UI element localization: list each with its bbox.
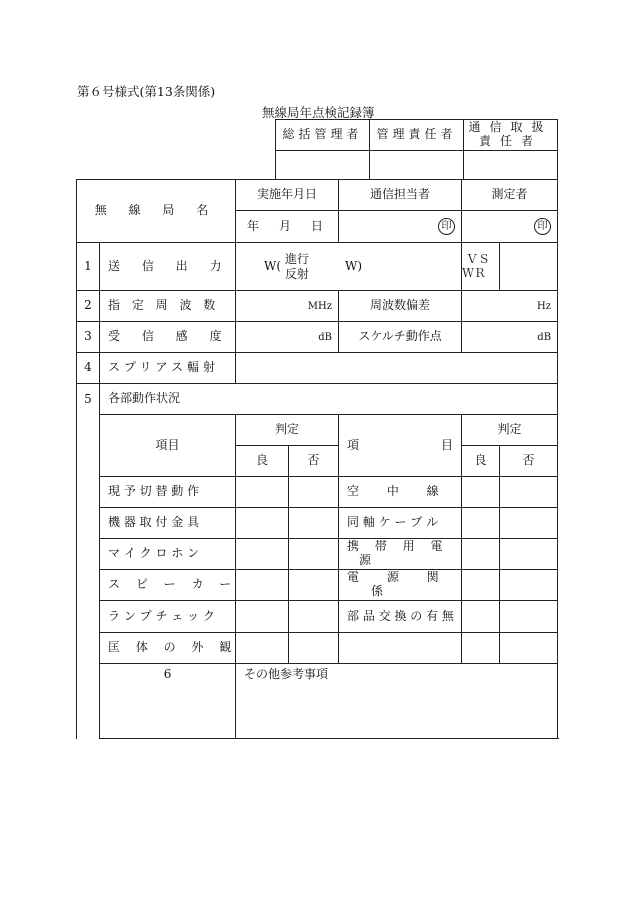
judge-bad-cell[interactable] <box>289 539 339 570</box>
row-number: 5 <box>77 384 100 739</box>
status-item: 匡 体 の 外 観 <box>100 633 236 664</box>
manager-table <box>275 119 558 180</box>
judge-good-cell[interactable] <box>236 508 289 539</box>
status-item: 現 予 切 替 動 作 <box>100 477 236 508</box>
item-header-left: 項目 <box>100 415 236 477</box>
row-number: 6 <box>100 664 236 739</box>
rx-sensitivity-value[interactable]: dB <box>236 322 339 353</box>
squelch-value[interactable]: dB <box>462 322 558 353</box>
judge-good-cell[interactable] <box>236 477 289 508</box>
judge-good-cell[interactable] <box>236 633 289 664</box>
judge-good-cell[interactable] <box>236 601 289 633</box>
judge-bad-cell[interactable] <box>289 508 339 539</box>
status-item: 電 源 関 係 <box>339 570 462 601</box>
status-item: 空 中 線 <box>339 477 462 508</box>
status-item: 同 軸 ケ ー ブ ル <box>339 508 462 539</box>
comm-label: 通信担当者 <box>339 180 462 211</box>
judge-bad-cell[interactable] <box>500 477 558 508</box>
good-header: 良 <box>462 446 500 477</box>
row-number: 3 <box>77 322 100 353</box>
row-number: 2 <box>77 291 100 322</box>
judge-good-cell[interactable] <box>462 633 500 664</box>
status-item: ス ピ ー カ ー <box>100 570 236 601</box>
judge-header-right: 判定 <box>462 415 558 446</box>
good-header: 良 <box>236 446 289 477</box>
bad-header: 否 <box>500 446 558 477</box>
header-manager: 管理責任者 <box>370 120 464 151</box>
row-number: 4 <box>77 353 100 384</box>
judge-good-cell[interactable] <box>462 508 500 539</box>
judge-bad-cell[interactable] <box>500 601 558 633</box>
status-item: 機 器 取 付 金 具 <box>100 508 236 539</box>
vswr-value[interactable] <box>500 243 558 291</box>
notes-area[interactable] <box>236 664 558 739</box>
judge-bad-cell[interactable] <box>500 570 558 601</box>
judge-good-cell[interactable] <box>462 601 500 633</box>
judge-bad-cell[interactable] <box>289 601 339 633</box>
judge-bad-cell[interactable] <box>500 633 558 664</box>
header-comm-responsible: 通信取扱 責任者 <box>464 120 558 151</box>
station-name-label: 無 線 局 名 <box>77 180 236 243</box>
bad-header: 否 <box>289 446 339 477</box>
judge-header-left: 判定 <box>236 415 339 446</box>
form-number: 第６号様式(第13条関係) <box>77 84 216 99</box>
judge-bad-cell[interactable] <box>289 633 339 664</box>
measure-seal-cell[interactable] <box>462 211 558 243</box>
freq-label: 指 定 周 波 数 <box>100 291 236 322</box>
status-item: 部 品 交 換 の 有 無 <box>339 601 462 633</box>
measure-label: 測定者 <box>462 180 558 211</box>
comm-responsible-seal-cell[interactable] <box>464 151 558 180</box>
spurious-value[interactable] <box>236 353 558 384</box>
date-label: 実施年月日 <box>236 180 339 211</box>
vswr-label: ＶＳＷＲ <box>462 243 500 291</box>
freq-deviation-label: 周波数偏差 <box>339 291 462 322</box>
status-item <box>339 633 462 664</box>
status-item: ラ ン プ チ ェ ッ ク <box>100 601 236 633</box>
seal-mark: 印 <box>438 218 455 235</box>
rx-sensitivity-label: 受 信 感 度 <box>100 322 236 353</box>
seal-mark: 印 <box>534 218 551 235</box>
judge-good-cell[interactable] <box>462 570 500 601</box>
judge-bad-cell[interactable] <box>500 508 558 539</box>
tx-power-label: 送 信 出 力 <box>100 243 236 291</box>
date-value[interactable]: 年 月 日 <box>236 211 339 243</box>
judge-good-cell[interactable] <box>462 477 500 508</box>
manager-seal-cell[interactable] <box>370 151 464 180</box>
spurious-label: スプリアス輻射 <box>100 353 236 384</box>
page-title: 無線局年点検記録簿 <box>262 105 375 120</box>
judge-good-cell[interactable] <box>236 570 289 601</box>
judge-bad-cell[interactable] <box>289 570 339 601</box>
tx-power-value[interactable]: W( 進行 反射 W) <box>236 243 462 291</box>
comm-seal-cell[interactable] <box>339 211 462 243</box>
squelch-label: スケルチ動作点 <box>339 322 462 353</box>
status-item: マ イ ク ロ ホ ン <box>100 539 236 570</box>
freq-value[interactable]: MHz <box>236 291 339 322</box>
judge-good-cell[interactable] <box>462 539 500 570</box>
item-header-right: 項 目 <box>339 415 462 477</box>
judge-bad-cell[interactable] <box>289 477 339 508</box>
status-label: 各部動作状況 <box>100 384 558 415</box>
row-number: 1 <box>77 243 100 291</box>
judge-good-cell[interactable] <box>236 539 289 570</box>
judge-bad-cell[interactable] <box>500 539 558 570</box>
record-table <box>76 179 558 739</box>
general-manager-seal-cell[interactable] <box>276 151 370 180</box>
notes-label: その他参考事項 <box>244 667 329 681</box>
status-item: 携 帯 用 電 源 <box>339 539 462 570</box>
freq-deviation-value[interactable]: Hz <box>462 291 558 322</box>
header-general-manager: 総括管理者 <box>276 120 370 151</box>
